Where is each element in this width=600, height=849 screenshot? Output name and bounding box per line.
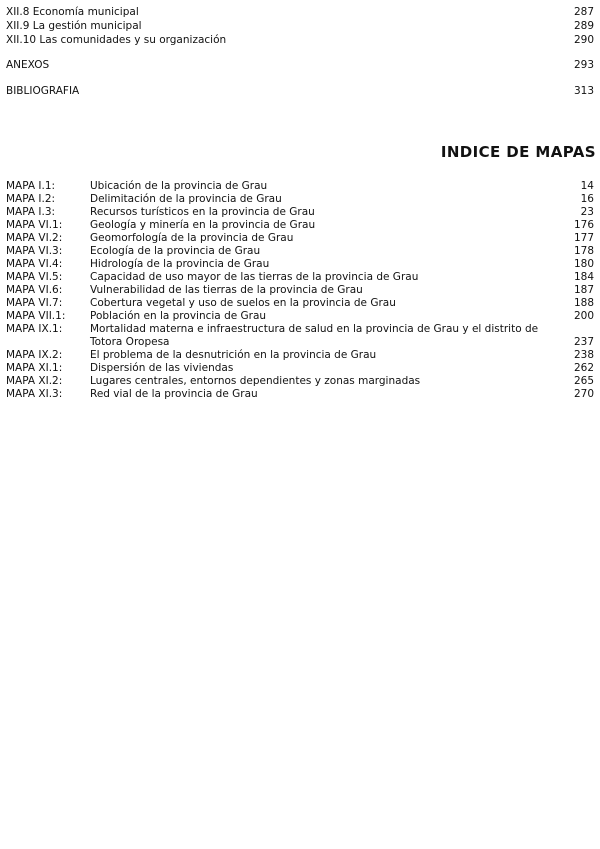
map-code: MAPA I.2: <box>6 193 56 205</box>
map-page: 176 <box>573 219 594 231</box>
map-page: 200 <box>573 310 594 322</box>
map-title: Hidrología de la provincia de Grau <box>90 258 270 270</box>
map-code: MAPA IX.1: <box>6 323 63 335</box>
map-title: Recursos turísticos en la provincia de Grau <box>90 206 315 218</box>
map-code: MAPA VI.5: <box>6 271 63 283</box>
toc-entry-page: 313 <box>573 85 594 97</box>
map-code: MAPA VII.1: <box>6 310 66 322</box>
map-code: MAPA VI.3: <box>6 245 63 257</box>
toc-entry-page: 293 <box>573 59 594 71</box>
maps-index-title: INDICE DE MAPAS <box>440 143 596 161</box>
map-code: MAPA I.3: <box>6 206 56 218</box>
map-title: Dispersión de las viviendas <box>90 362 234 374</box>
map-page: 14 <box>580 180 594 192</box>
map-page: 238 <box>573 349 594 361</box>
map-page: 187 <box>573 284 594 296</box>
map-code: MAPA I.1: <box>6 180 56 192</box>
toc-entry-page: 290 <box>573 34 594 46</box>
map-code: MAPA VI.6: <box>6 284 63 296</box>
toc-entry-label: XII.9 La gestión municipal <box>6 20 142 32</box>
map-code: MAPA IX.2: <box>6 349 63 361</box>
map-page: 184 <box>573 271 594 283</box>
map-page: 180 <box>573 258 594 270</box>
map-code: MAPA XI.2: <box>6 375 63 387</box>
map-code: MAPA VI.2: <box>6 232 63 244</box>
map-code: MAPA VI.4: <box>6 258 63 270</box>
map-title: Red vial de la provincia de Grau <box>90 388 258 400</box>
map-code: MAPA XI.1: <box>6 362 63 374</box>
map-code: MAPA VI.1: <box>6 219 63 231</box>
toc-entry-label: XII.10 Las comunidades y su organización <box>6 34 227 46</box>
map-title: Capacidad de uso mayor de las tierras de la provincia de Grau <box>90 271 419 283</box>
map-title: Mortalidad materna e infraestructura de salud en la provincia de Grau y el distrito de Totora Oropesa <box>90 323 539 348</box>
map-title: Ubicación de la provincia de Grau <box>90 180 268 192</box>
map-title: Población en la provincia de Grau <box>90 310 267 322</box>
map-page: 265 <box>573 375 594 387</box>
map-title: Cobertura vegetal y uso de suelos en la provincia de Grau <box>90 297 396 309</box>
map-code: MAPA VI.7: <box>6 297 63 309</box>
toc-entry-label: XII.8 Economía municipal <box>6 6 139 18</box>
map-page: 178 <box>573 245 594 257</box>
map-page: 270 <box>573 388 594 400</box>
map-title: Delimitación de la provincia de Grau <box>90 193 282 205</box>
map-page: 188 <box>573 297 594 309</box>
map-code: MAPA XI.3: <box>6 388 63 400</box>
map-title: Geomorfología de la provincia de Grau <box>90 232 294 244</box>
map-title: Vulnerabilidad de las tierras de la provincia de Grau <box>90 284 363 296</box>
toc-entry-page: 287 <box>573 6 594 18</box>
toc-entry-label: BIBLIOGRAFIA <box>6 85 80 97</box>
map-page: 16 <box>580 193 594 205</box>
toc-entry-page: 289 <box>573 20 594 32</box>
map-page: 23 <box>580 206 594 218</box>
map-title: Lugares centrales, entornos dependientes y zonas marginadas <box>90 375 421 387</box>
map-page: 237 <box>573 336 594 348</box>
toc-entry-label: ANEXOS <box>6 59 50 71</box>
map-title: Geología y minería en la provincia de Grau <box>90 219 316 231</box>
map-title: El problema de la desnutrición en la provincia de Grau <box>90 349 377 361</box>
map-page: 262 <box>573 362 594 374</box>
map-page: 177 <box>573 232 594 244</box>
map-title: Ecología de la provincia de Grau <box>90 245 261 257</box>
